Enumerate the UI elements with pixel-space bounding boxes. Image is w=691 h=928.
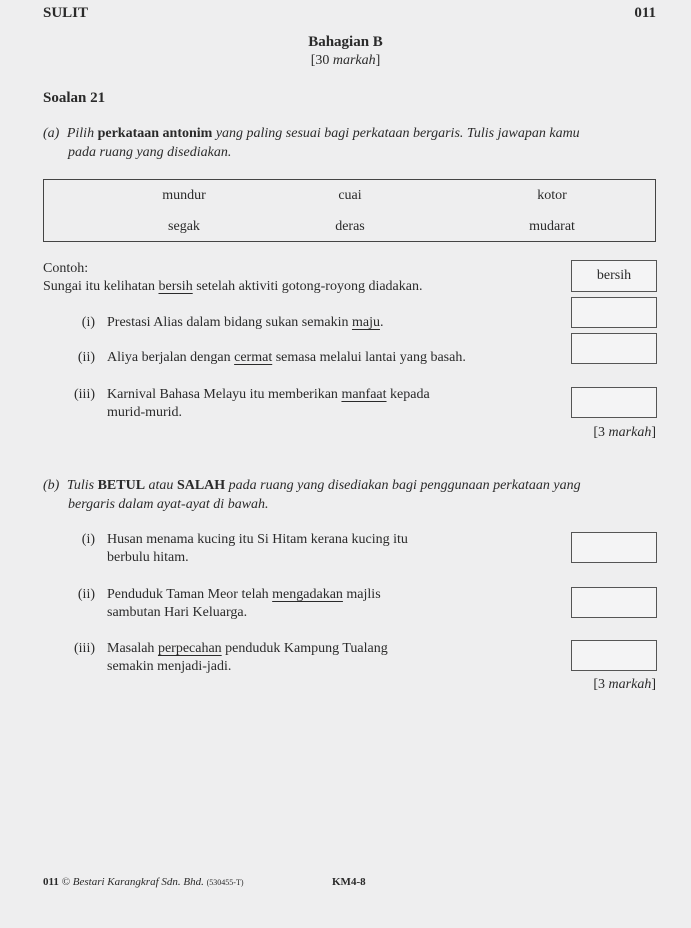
item-number: (iii) (74, 387, 95, 402)
part-a-marks: [3 markah] (593, 425, 656, 440)
word-options-box (43, 179, 656, 242)
part-a-item-3-line2: murid-murid. (107, 405, 183, 420)
part-a-item-1: Prestasi Alias dalam bidang sukan semakin maju. (107, 315, 384, 330)
answer-box-b3[interactable] (571, 640, 657, 671)
example-label: Contoh: (43, 261, 89, 276)
word-option: deras (335, 219, 365, 234)
part-b-item-1: Husan menama kucing itu Si Hitam kerana kucing itu (107, 532, 408, 547)
word-option: kotor (537, 188, 567, 203)
footer-publisher: 011 © Bestari Karangkraf Sdn. Bhd. (530455-T) (43, 876, 244, 888)
answer-box-b2[interactable] (571, 587, 657, 618)
item-number: (i) (81, 315, 95, 330)
header-sulit: SULIT (43, 5, 89, 21)
part-b-item-3: Masalah perpecahan penduduk Kampung Tualang (107, 641, 388, 656)
part-b-item-2-line2: sambutan Hari Keluarga. (107, 605, 248, 620)
section-marks: [30 markah] (310, 53, 381, 68)
word-option: cuai (338, 188, 362, 203)
part-b-instruction-line2: bergaris dalam ayat-ayat di bawah. (68, 497, 269, 512)
question-title: Soalan 21 (43, 90, 106, 106)
item-number: (ii) (77, 587, 95, 602)
answer-box-a2[interactable] (571, 333, 657, 364)
part-b-item-1-line2: berbulu hitam. (107, 550, 189, 565)
header-code: 011 (634, 5, 656, 21)
answer-box-a3[interactable] (571, 387, 657, 418)
part-b-instruction: (b) Tulis BETUL atau SALAH pada ruang yang disediakan bagi penggunaan perkataan yang (43, 478, 581, 493)
example-answer-box: bersih (571, 260, 657, 292)
example-sentence: Sungai itu kelihatan bersih setelah aktiviti gotong-royong diadakan. (43, 279, 423, 294)
answer-box-b1[interactable] (571, 532, 657, 563)
part-a-item-3: Karnival Bahasa Melayu itu memberikan manfaat kepada (107, 387, 430, 402)
part-b-marks: [3 markah] (593, 677, 656, 692)
section-title: Bahagian B (308, 34, 383, 50)
part-a-instruction: (a) Pilih perkataan antonim yang paling sesuai bagi perkataan bergaris. Tulis jawapan kamu (43, 126, 580, 141)
word-option: mudarat (529, 219, 575, 234)
part-a-instruction-line2: pada ruang yang disediakan. (68, 145, 232, 160)
part-b-item-2: Penduduk Taman Meor telah mengadakan majlis (107, 587, 381, 602)
item-number: (iii) (74, 641, 95, 656)
footer-page: KM4-8 (332, 876, 366, 888)
part-a-item-2: Aliya berjalan dengan cermat semasa melalui lantai yang basah. (107, 350, 466, 365)
word-option: segak (168, 219, 200, 234)
answer-box-a1[interactable] (571, 297, 657, 328)
part-b-item-3-line2: semakin menjadi-jadi. (107, 659, 232, 674)
word-option: mundur (162, 188, 206, 203)
item-number: (i) (81, 532, 95, 547)
item-number: (ii) (77, 350, 95, 365)
